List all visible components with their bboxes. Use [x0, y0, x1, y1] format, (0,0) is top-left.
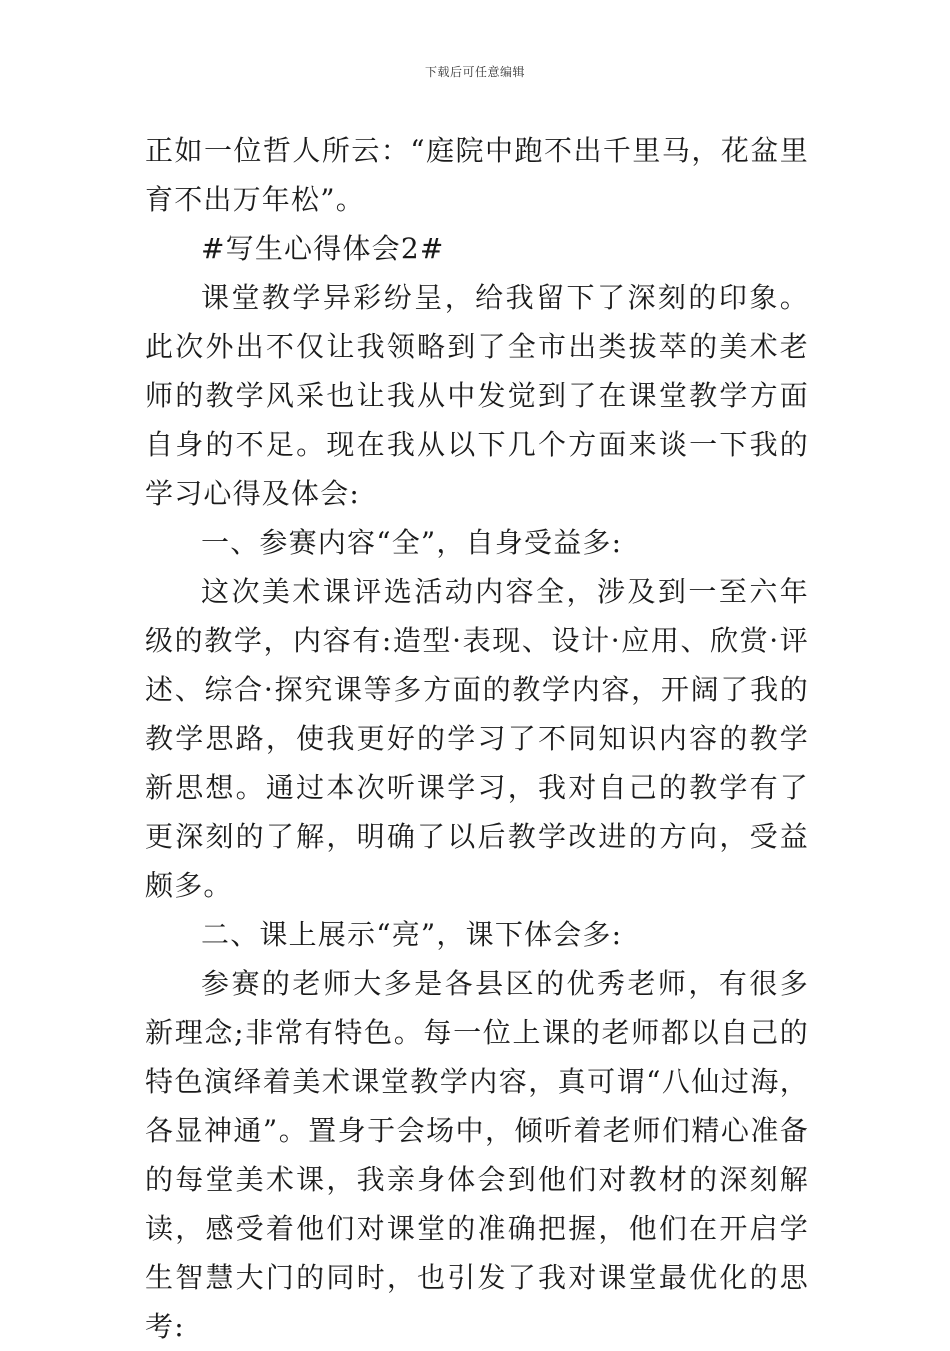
paragraph-intro: 课堂教学异彩纷呈，给我留下了深刻的印象。此次外出不仅让我领略到了全市出类拔萃的美术老师的教学风采也让我从中发觉到了在课堂教学方面自身的不足。现在我从以下几个方面来谈一下我的学习心得及体会:	[145, 281, 809, 510]
heading-point-one: 一、参赛内容“全”，自身受益多:	[201, 526, 623, 559]
paragraph-point-one: 这次美术课评选活动内容全，涉及到一至六年级的教学，内容有:造型·表现、设计·应用、欣赏·评述、综合·探究课等多方面的教学内容，开阔了我的教学思路，使我更好的学习了不同知识内容的教学新思想。通过本次听课学习，我对自己的教学有了更深刻的了解，明确了以后教学改进的方向，受益颇多。	[145, 575, 809, 902]
paragraph-quote-continuation: 正如一位哲人所云：“庭院中跑不出千里马，花盆里育不出万年松”。	[145, 134, 809, 216]
section-heading-sketch-reflection-2: #写生心得体会2#	[201, 232, 445, 265]
heading-point-two: 二、课上展示“亮”，课下体会多:	[201, 918, 623, 951]
paragraph-point-two: 参赛的老师大多是各县区的优秀老师，有很多新理念;非常有特色。每一位上课的老师都以自己的特色演绎着美术课堂教学内容，真可谓“八仙过海，各显神通”。置身于会场中，倾听着老师们精心准备的每堂美术课，我亲身体会到他们对教材的深刻解读，感受着他们对课堂的准确把握，他们在开启学生智慧大门的同时，也引发了我对课堂最优化的思考:	[145, 967, 809, 1343]
document-body	[145, 126, 809, 1351]
page-header-note: 下载后可任意编辑	[424, 65, 525, 79]
